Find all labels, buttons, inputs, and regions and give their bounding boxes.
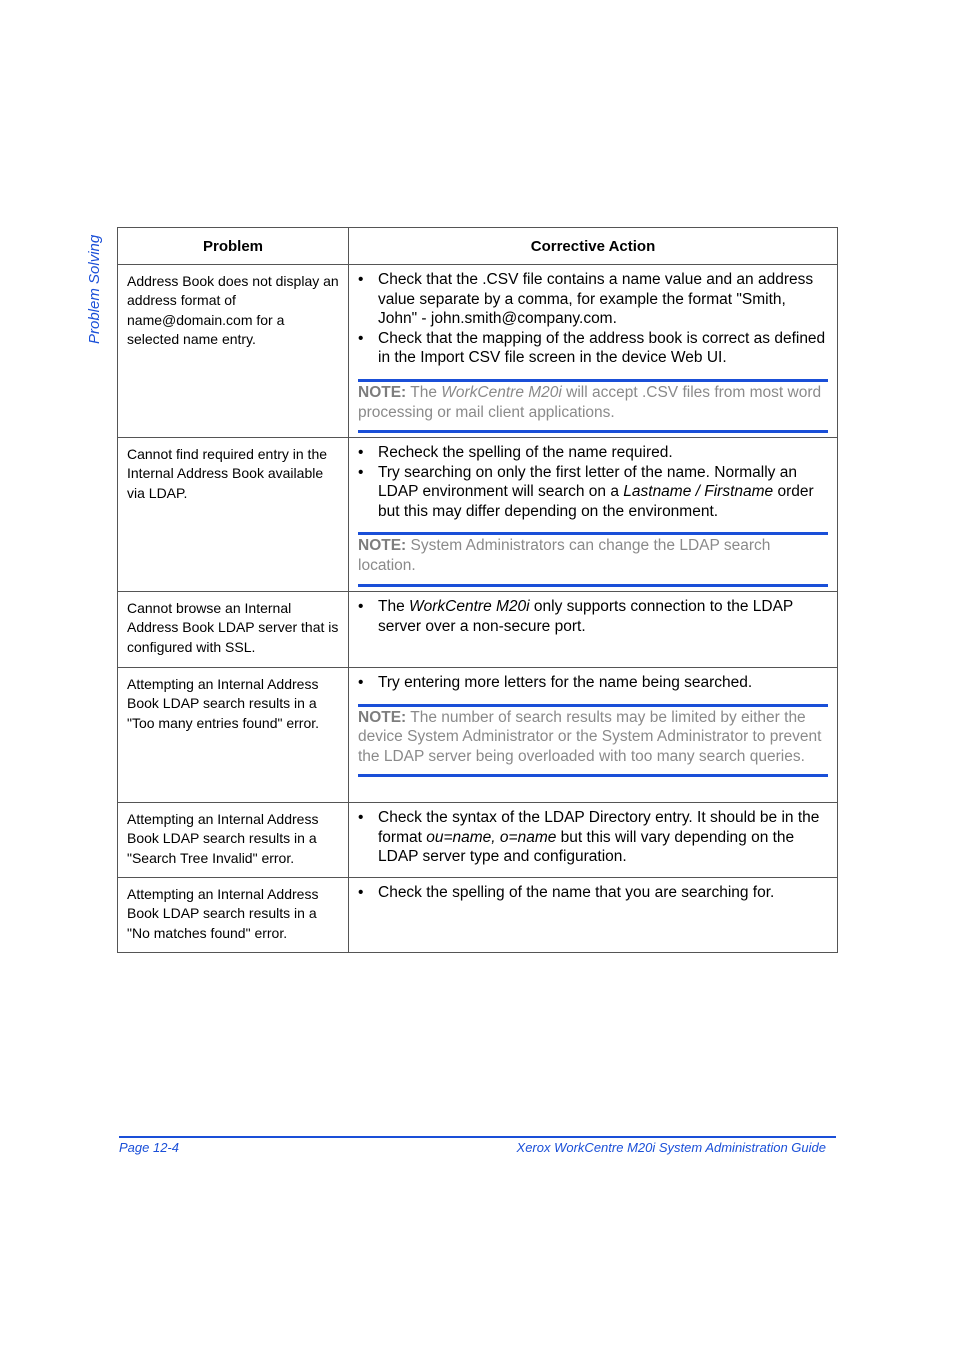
problem-cell <box>118 668 349 803</box>
action-list <box>358 808 828 867</box>
problem-text: Cannot browse an Internal Address Book LDAP server that is configured with SSL. <box>127 600 339 655</box>
list-item: • Try entering more letters for the name being searched. <box>358 674 753 691</box>
action-list <box>358 883 828 903</box>
problem-text: Attempting an Internal Address Book LDAP search results in a "Search Tree Invalid" error. <box>127 811 319 866</box>
table-row <box>118 592 838 668</box>
action-cell <box>349 878 838 953</box>
list-item: • The WorkCentre M20i only supports connection to the LDAP server over a non-secure port. <box>358 598 793 635</box>
problem-solving-table <box>117 227 838 953</box>
table-header-row <box>118 228 838 265</box>
table-row <box>118 438 838 592</box>
action-cell <box>349 668 838 803</box>
problem-cell <box>118 878 349 953</box>
column-header-problem: Problem <box>118 228 349 265</box>
action-cell <box>349 438 838 592</box>
guide-title: Xerox WorkCentre M20i System Administration Guide <box>516 1140 826 1155</box>
problem-cell <box>118 803 349 878</box>
table-row <box>118 878 838 953</box>
section-side-tab-label: Problem Solving <box>86 234 103 344</box>
column-header-corrective-action: Corrective Action <box>349 228 838 265</box>
action-list <box>358 673 828 693</box>
problem-cell <box>118 592 349 668</box>
note-label: NOTE: <box>358 383 407 401</box>
action-cell <box>349 265 838 438</box>
footer-divider <box>119 1136 836 1138</box>
action-list <box>358 597 828 636</box>
problem-text: Attempting an Internal Address Book LDAP search results in a "Too many entries found" error. <box>127 676 320 731</box>
list-item: • Try searching on only the first letter of the name. Normally an LDAP environment will search on a Lastname / Firstname order but this may differ depending on the environment. <box>358 463 814 520</box>
problem-text: Cannot find required entry in the Internal Address Book available via LDAP. <box>127 446 328 501</box>
note-box: NOTE: System Administrators can change the LDAP search location. <box>358 532 828 586</box>
note-label: NOTE: <box>358 708 407 726</box>
note-box: NOTE: The number of search results may be limited by either the device System Administrator or the System Administrator to prevent the LDAP server being overloaded with too many search queries. <box>358 704 828 778</box>
problem-cell <box>118 438 349 592</box>
action-list <box>358 443 828 521</box>
page-number: Page 12-4 <box>119 1140 179 1155</box>
list-item: • Check that the mapping of the address book is correct as defined in the Import CSV file screen in the device Web UI. <box>358 329 826 367</box>
list-item: • Check the syntax of the LDAP Directory entry. It should be in the format ou=name, o=name but this will vary depending on the LDAP server type and configuration. <box>358 809 820 866</box>
list-item: • Check that the .CSV file contains a name value and an address value separate by a comma, for example the format "Smith, John" - john.smith@company.com. <box>358 271 814 328</box>
section-side-tab <box>86 224 106 344</box>
action-cell <box>349 803 838 878</box>
list-item: • Check the spelling of the name that you are searching for. <box>358 884 775 901</box>
action-list <box>358 270 828 368</box>
action-cell <box>349 592 838 668</box>
problem-cell <box>118 265 349 438</box>
problem-text: Address Book does not display an address format of name@domain.com for a selected name entry. <box>127 273 339 347</box>
list-item: • Recheck the spelling of the name required. <box>358 444 673 461</box>
table-row <box>118 803 838 878</box>
problem-text: Attempting an Internal Address Book LDAP search results in a "No matches found" error. <box>127 886 319 941</box>
note-label: NOTE: <box>358 537 407 555</box>
product-name: WorkCentre M20i <box>441 383 562 401</box>
note-box: NOTE: The WorkCentre M20i will accept .CSV files from most word processing or mail client applications. <box>358 379 828 433</box>
table-row <box>118 265 838 438</box>
table-row <box>118 668 838 803</box>
